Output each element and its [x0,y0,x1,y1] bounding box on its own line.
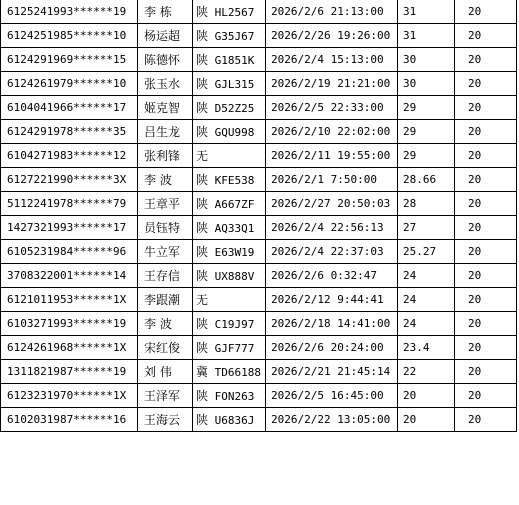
datetime-cell: 2026/2/5 16:45:00 [266,384,398,408]
plate-number-cell [193,408,266,432]
plate-province: 陕 [196,389,209,403]
plate-province: 陕 [196,101,209,115]
plate-number-cell [193,144,266,168]
id-number-cell: 6103271993******19 [1,312,138,336]
table-row [1,336,517,360]
person-name-cell: 王海云 [138,408,193,432]
datetime-cell: 2026/2/22 13:05:00 [266,408,398,432]
value-2-cell: 20 [455,240,517,264]
plate-number-cell [193,0,266,24]
plate-number-cell [193,24,266,48]
plate-code: GQU998 [214,126,255,139]
table-row [1,48,517,72]
value-1-cell: 24 [398,264,455,288]
person-name-cell: 李 波 [138,168,193,192]
id-number-cell: 5112241978******79 [1,192,138,216]
datetime-cell: 2026/2/4 22:37:03 [266,240,398,264]
value-1-cell: 28 [398,192,455,216]
value-1-cell: 22 [398,360,455,384]
person-name-cell: 姬克智 [138,96,193,120]
plate-code: GJL315 [214,78,255,91]
value-2-cell: 20 [455,384,517,408]
plate-number-cell [193,96,266,120]
person-name-cell: 王存信 [138,264,193,288]
plate-code: GJF777 [214,342,255,355]
id-number-cell: 6124261979******10 [1,72,138,96]
value-2-cell: 20 [455,408,517,432]
value-2-cell: 20 [455,0,517,24]
plate-code: G1851K [214,54,255,67]
datetime-cell: 2026/2/6 21:13:00 [266,0,398,24]
id-number-cell: 6123231970******1X [1,384,138,408]
id-number-cell: 6124291978******35 [1,120,138,144]
value-1-cell: 30 [398,72,455,96]
person-name-cell: 张利锋 [138,144,193,168]
id-number-cell: 6102031987******16 [1,408,138,432]
table-row [1,360,517,384]
plate-code: G35J67 [214,30,255,43]
value-2-cell: 20 [455,264,517,288]
table-row [1,120,517,144]
person-name-cell: 宋红俊 [138,336,193,360]
value-2-cell: 20 [455,216,517,240]
value-1-cell: 27 [398,216,455,240]
plate-province: 陕 [196,173,209,187]
value-2-cell: 20 [455,360,517,384]
plate-number-cell [193,240,266,264]
id-number-cell: 3708322001******14 [1,264,138,288]
table-row [1,264,517,288]
plate-code: D52Z25 [214,102,255,115]
value-1-cell: 25.27 [398,240,455,264]
records-table-body [1,0,517,432]
plate-number-cell [193,216,266,240]
plate-number-cell [193,360,266,384]
person-name-cell: 王泽军 [138,384,193,408]
value-1-cell: 20 [398,384,455,408]
id-number-cell: 6124291969******15 [1,48,138,72]
plate-number-cell [193,72,266,96]
plate-province: 陕 [196,29,209,43]
value-2-cell: 20 [455,288,517,312]
id-number-cell: 6124261968******1X [1,336,138,360]
plate-number-cell [193,192,266,216]
person-name-cell: 杨运超 [138,24,193,48]
datetime-cell: 2026/2/11 19:55:00 [266,144,398,168]
plate-number-cell [193,384,266,408]
plate-province: 陕 [196,5,209,19]
value-1-cell: 20 [398,408,455,432]
table-row [1,72,517,96]
plate-code: C19J97 [214,318,255,331]
id-number-cell: 6124251985******10 [1,24,138,48]
datetime-cell: 2026/2/1 7:50:00 [266,168,398,192]
person-name-cell: 员钰特 [138,216,193,240]
plate-province: 冀 [196,365,209,379]
plate-province: 陕 [196,221,209,235]
plate-code: HL2567 [214,6,255,19]
plate-code: AQ33Q1 [214,222,255,235]
id-number-cell: 6105231984******96 [1,240,138,264]
table-row [1,288,517,312]
value-1-cell: 29 [398,120,455,144]
plate-province: 无 [196,149,209,163]
person-name-cell: 刘 伟 [138,360,193,384]
value-2-cell: 20 [455,336,517,360]
datetime-cell: 2026/2/10 22:02:00 [266,120,398,144]
plate-number-cell [193,48,266,72]
plate-code: FON263 [214,390,255,403]
person-name-cell: 吕生龙 [138,120,193,144]
id-number-cell: 6121011953******1X [1,288,138,312]
datetime-cell: 2026/2/21 21:45:14 [266,360,398,384]
plate-number-cell [193,168,266,192]
person-name-cell: 李 波 [138,312,193,336]
value-2-cell: 20 [455,312,517,336]
plate-code: U6836J [214,414,255,427]
value-1-cell: 23.4 [398,336,455,360]
person-name-cell: 张玉水 [138,72,193,96]
plate-province: 陕 [196,269,209,283]
datetime-cell: 2026/2/6 20:24:00 [266,336,398,360]
plate-province: 陕 [196,53,209,67]
plate-province: 陕 [196,245,209,259]
value-2-cell: 20 [455,48,517,72]
table-row [1,192,517,216]
value-2-cell: 20 [455,144,517,168]
value-1-cell: 31 [398,0,455,24]
table-row [1,144,517,168]
plate-number-cell [193,288,266,312]
plate-number-cell [193,312,266,336]
value-2-cell: 20 [455,192,517,216]
id-number-cell: 6104271983******12 [1,144,138,168]
plate-province: 陕 [196,77,209,91]
plate-code: KFE538 [214,174,255,187]
table-row [1,216,517,240]
value-1-cell: 24 [398,288,455,312]
value-1-cell: 29 [398,96,455,120]
table-row [1,240,517,264]
plate-number-cell [193,336,266,360]
table-row [1,0,517,24]
plate-code: UX888V [214,270,255,283]
table-row [1,96,517,120]
person-name-cell: 李 栋 [138,0,193,24]
plate-province: 无 [196,293,209,307]
datetime-cell: 2026/2/4 22:56:13 [266,216,398,240]
id-number-cell: 6127221990******3X [1,168,138,192]
datetime-cell: 2026/2/27 20:50:03 [266,192,398,216]
datetime-cell: 2026/2/18 14:41:00 [266,312,398,336]
plate-province: 陕 [196,341,209,355]
value-1-cell: 31 [398,24,455,48]
value-1-cell: 29 [398,144,455,168]
person-name-cell: 王章平 [138,192,193,216]
table-row [1,168,517,192]
value-2-cell: 20 [455,72,517,96]
datetime-cell: 2026/2/12 9:44:41 [266,288,398,312]
table-row [1,408,517,432]
value-1-cell: 30 [398,48,455,72]
person-name-cell: 李跟潮 [138,288,193,312]
value-1-cell: 28.66 [398,168,455,192]
plate-code: E63W19 [214,246,255,259]
datetime-cell: 2026/2/19 21:21:00 [266,72,398,96]
plate-number-cell [193,120,266,144]
value-1-cell: 24 [398,312,455,336]
plate-province: 陕 [196,125,209,139]
id-number-cell: 1311821987******19 [1,360,138,384]
plate-code: TD66188 [214,366,261,379]
datetime-cell: 2026/2/26 19:26:00 [266,24,398,48]
table-row [1,24,517,48]
datetime-cell: 2026/2/4 15:13:00 [266,48,398,72]
id-number-cell: 6125241993******19 [1,0,138,24]
plate-province: 陕 [196,197,209,211]
plate-number-cell [193,264,266,288]
person-name-cell: 牛立军 [138,240,193,264]
datetime-cell: 2026/2/5 22:33:00 [266,96,398,120]
person-name-cell: 陈德怀 [138,48,193,72]
table-row [1,384,517,408]
value-2-cell: 20 [455,168,517,192]
table-row [1,312,517,336]
value-2-cell: 20 [455,96,517,120]
plate-province: 陕 [196,317,209,331]
id-number-cell: 6104041966******17 [1,96,138,120]
id-number-cell: 1427321993******17 [1,216,138,240]
datetime-cell: 2026/2/6 0:32:47 [266,264,398,288]
plate-code: A667ZF [214,198,255,211]
value-2-cell: 20 [455,120,517,144]
plate-province: 陕 [196,413,209,427]
value-2-cell: 20 [455,24,517,48]
